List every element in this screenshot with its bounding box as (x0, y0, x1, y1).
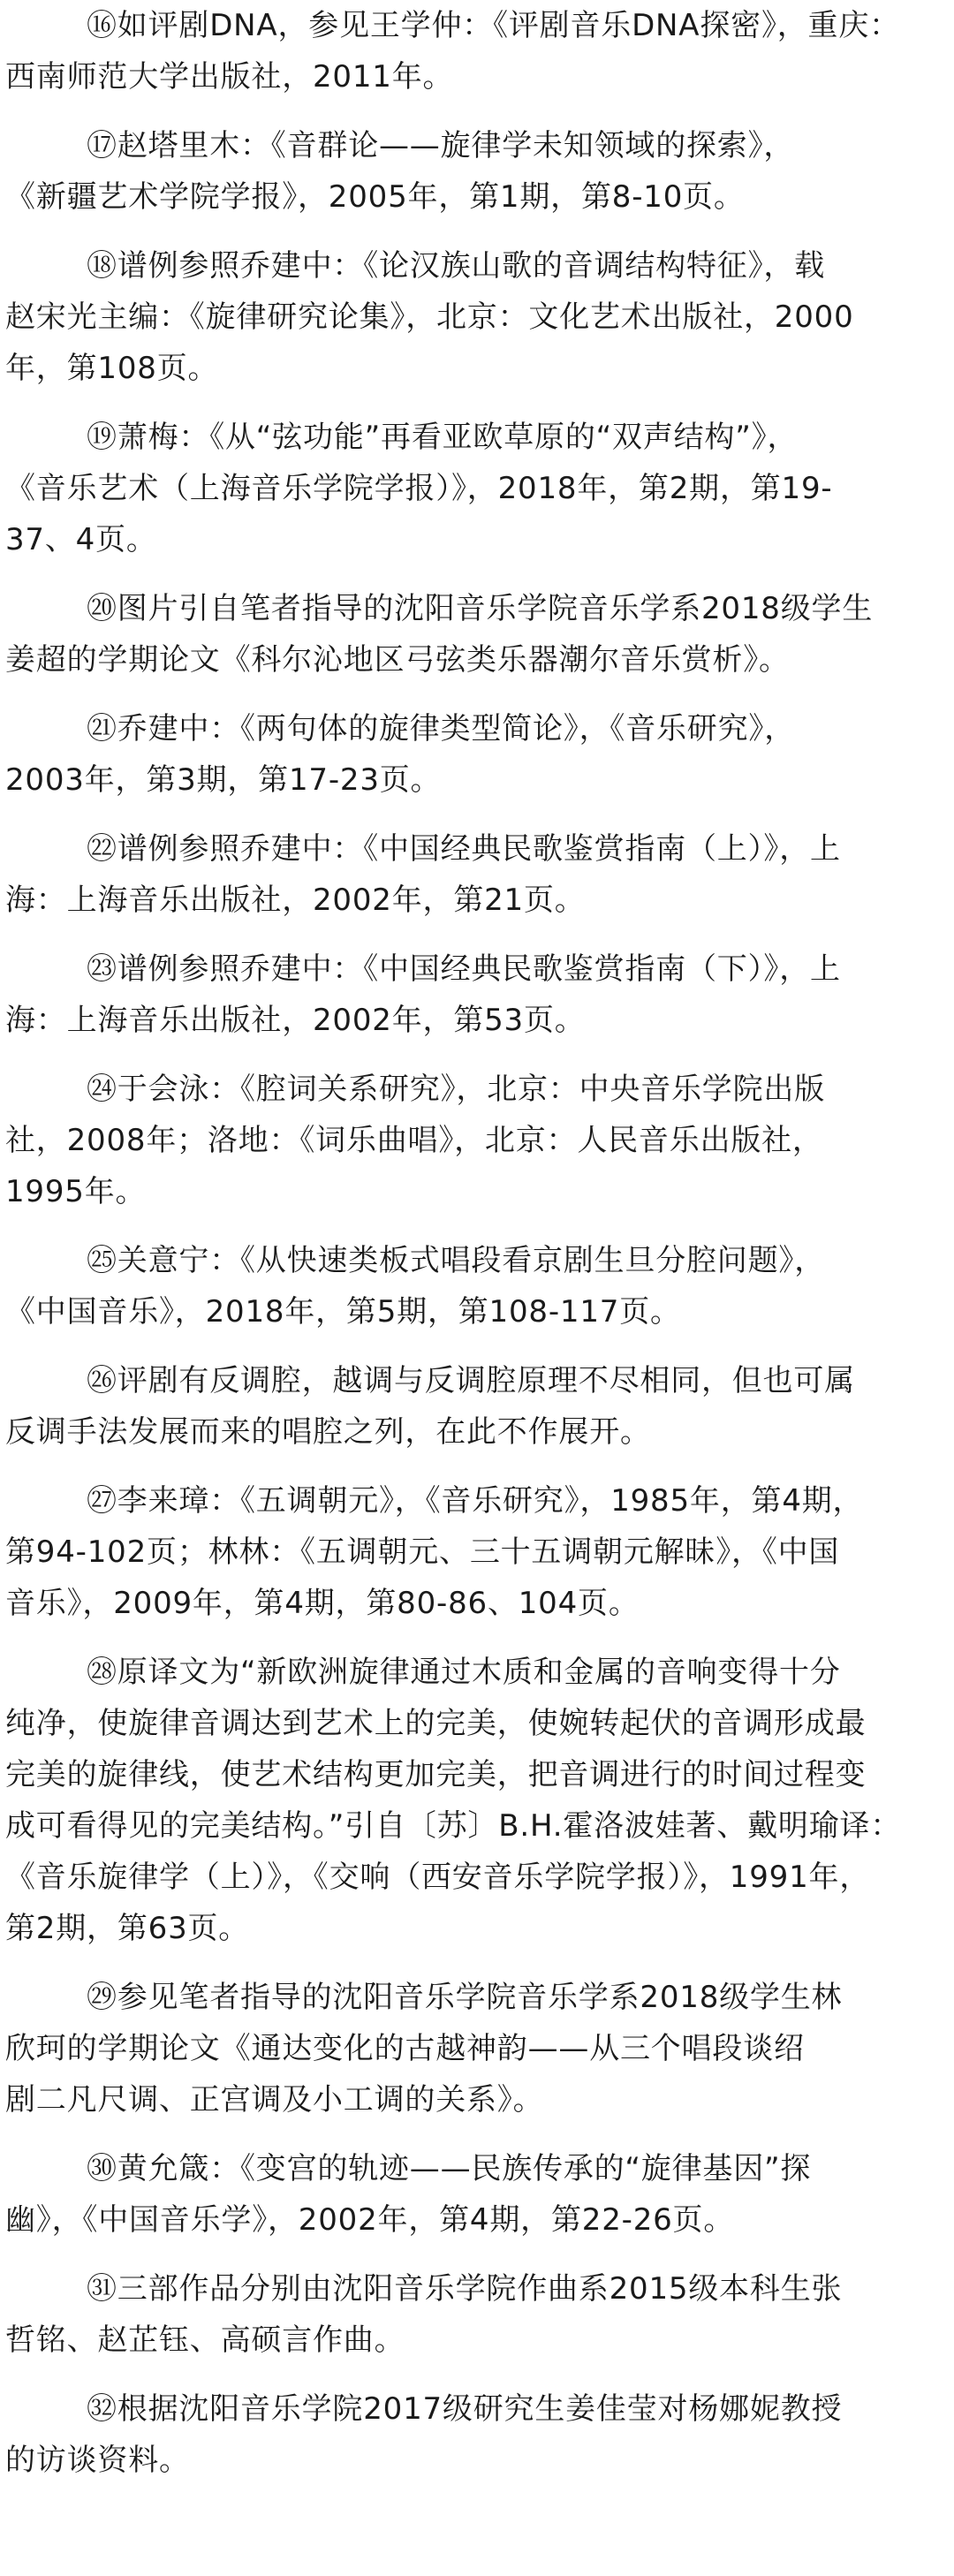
note-gap (5, 2366, 954, 2383)
endnote-22 (5, 823, 954, 926)
endnote-line: 海：上海音乐出版社，2002年，第21页。 (5, 883, 586, 918)
endnote-line: 第94-102页；林林：《五调朝元、三十五调朝元解昧》，《中国 (5, 1534, 840, 1570)
endnote-line: ㉑乔建中：《两句体的旋律类型简论》，《音乐研究》， (87, 711, 795, 746)
endnote-line: 姜超的学期论文《科尔沁地区弓弦类乐器潮尔音乐赏析》。 (5, 642, 790, 678)
note-gap (5, 1217, 954, 1235)
endnote-21 (5, 703, 954, 806)
note-gap (5, 102, 954, 120)
endnote-27 (5, 1475, 954, 1629)
endnote-25 (5, 1235, 954, 1337)
endnote-line: ㉗李来璋：《五调朝元》，《音乐研究》，1985年，第4期， (87, 1483, 864, 1519)
note-gap (5, 223, 954, 240)
endnote-line: ⑰赵塔里木：《音群论——旋律学未知领域的探索》， (87, 128, 795, 163)
endnote-line: 完美的旋律线，使艺术结构更加完美，把音调进行的时间过程变 (5, 1757, 867, 1792)
endnote-line: ⑲萧梅：《从“弦功能”再看亚欧草原的“双声结构”》， (87, 420, 799, 455)
endnote-24 (5, 1064, 954, 1217)
note-gap (5, 1046, 954, 1064)
endnote-line: 海：上海音乐出版社，2002年，第53页。 (5, 1003, 586, 1038)
endnote-line: ㉜根据沈阳音乐学院2017级研究生姜佳莹对杨娜妮教授 (87, 2391, 843, 2427)
endnote-17 (5, 120, 954, 223)
endnote-32 (5, 2383, 954, 2486)
endnote-line: 的访谈资料。 (5, 2443, 190, 2478)
note-gap (5, 2125, 954, 2143)
endnote-line: ㉔于会泳：《腔词关系研究》，北京：中央音乐学院出版 (87, 1072, 825, 1107)
endnote-16 (5, 0, 954, 102)
endnote-line: ㉒谱例参照乔建中：《中国经典民歌鉴赏指南（上）》，上 (87, 831, 841, 867)
endnote-line: ㉕关意宁：《从快速类板式唱段看京剧生旦分腔问题》， (87, 1243, 825, 1278)
note-gap (5, 2246, 954, 2263)
note-gap (5, 926, 954, 943)
endnote-20 (5, 583, 954, 686)
endnote-line: ㉛三部作品分别由沈阳音乐学院作曲系2015级本科生张 (87, 2271, 843, 2307)
endnote-line: 哲铭、赵芷钰、高硕言作曲。 (5, 2322, 405, 2358)
endnote-23 (5, 943, 954, 1046)
endnote-28 (5, 1647, 954, 1954)
note-gap (5, 806, 954, 823)
endnote-line: 年，第108页。 (5, 351, 219, 386)
note-gap (5, 565, 954, 583)
endnote-line: ⑱谱例参照乔建中：《论汉族山歌的音调结构特征》，载 (87, 248, 825, 284)
endnote-line: ⑳图片引自笔者指导的沈阳音乐学院音乐学系2018级学生 (87, 591, 874, 626)
note-gap (5, 1458, 954, 1475)
endnote-line: 1995年。 (5, 1174, 147, 1209)
endnote-line: ㉓谱例参照乔建中：《中国经典民歌鉴赏指南（下）》，上 (87, 951, 841, 987)
endnote-line: 西南师范大学出版社，2011年。 (5, 59, 454, 95)
endnote-line: 《中国音乐》，2018年，第5期，第108-117页。 (5, 1294, 681, 1330)
endnote-line: ㉘原译文为“新欧洲旋律通过木质和金属的音响变得十分 (87, 1655, 841, 1690)
endnote-line: 《音乐艺术（上海音乐学院学报）》，2018年，第2期，第19- (5, 471, 833, 506)
endnote-line: 反调手法发展而来的唱腔之列，在此不作展开。 (5, 1414, 651, 1450)
endnote-line: 2003年，第3期，第17-23页。 (5, 762, 442, 798)
endnote-30 (5, 2143, 954, 2246)
note-gap (5, 394, 954, 412)
endnote-line: 欣珂的学期论文《通达变化的古越神韵——从三个唱段谈绍 (5, 2031, 805, 2066)
endnote-line: 37、4页。 (5, 522, 157, 557)
endnote-line: 《音乐旋律学（上）》，《交响（西安音乐学院学报）》，1991年， (5, 1860, 871, 1895)
endnote-line: 剧二凡尺调、正宫调及小工调的关系》。 (5, 2082, 544, 2118)
endnote-line: ㉖评剧有反调腔，越调与反调腔原理不尽相同，但也可属 (87, 1363, 855, 1398)
endnote-18 (5, 240, 954, 394)
endnote-line: 纯净，使旋律音调达到艺术上的完美，使婉转起伏的音调形成最 (5, 1706, 867, 1741)
endnote-19 (5, 412, 954, 565)
endnote-line: ㉚黄允箴：《变宫的轨迹——民族传承的“旋律基因”探 (87, 2151, 812, 2186)
note-gap (5, 686, 954, 703)
note-gap (5, 1954, 954, 1972)
endnote-31 (5, 2263, 954, 2366)
endnote-26 (5, 1355, 954, 1458)
endnote-line: 成可看得见的完美结构。”引自〔苏〕B.H.霍洛波娃著、戴明瑜译： (5, 1808, 902, 1844)
endnote-line: 幽》，《中国音乐学》，2002年，第4期，第22-26页。 (5, 2202, 735, 2238)
endnote-line: 赵宋光主编：《旋律研究论集》，北京：文化艺术出版社，2000 (5, 299, 854, 335)
endnote-line: 第2期，第63页。 (5, 1911, 250, 1946)
endnote-line: ⑯如评剧DNA，参见王学仲：《评剧音乐DNA探密》，重庆： (87, 8, 900, 43)
note-gap (5, 1337, 954, 1355)
endnote-line: 《新疆艺术学院学报》，2005年，第1期，第8-10页。 (5, 179, 745, 215)
endnote-line: ㉙参见笔者指导的沈阳音乐学院音乐学系2018级学生林 (87, 1980, 843, 2015)
note-gap (5, 1629, 954, 1647)
endnotes-list (5, 0, 954, 2486)
endnote-29 (5, 1972, 954, 2125)
endnote-line: 社，2008年；洛地：《词乐曲唱》，北京：人民音乐出版社， (5, 1123, 823, 1158)
endnote-line: 音乐》，2009年，第4期，第80-86、104页。 (5, 1586, 640, 1621)
